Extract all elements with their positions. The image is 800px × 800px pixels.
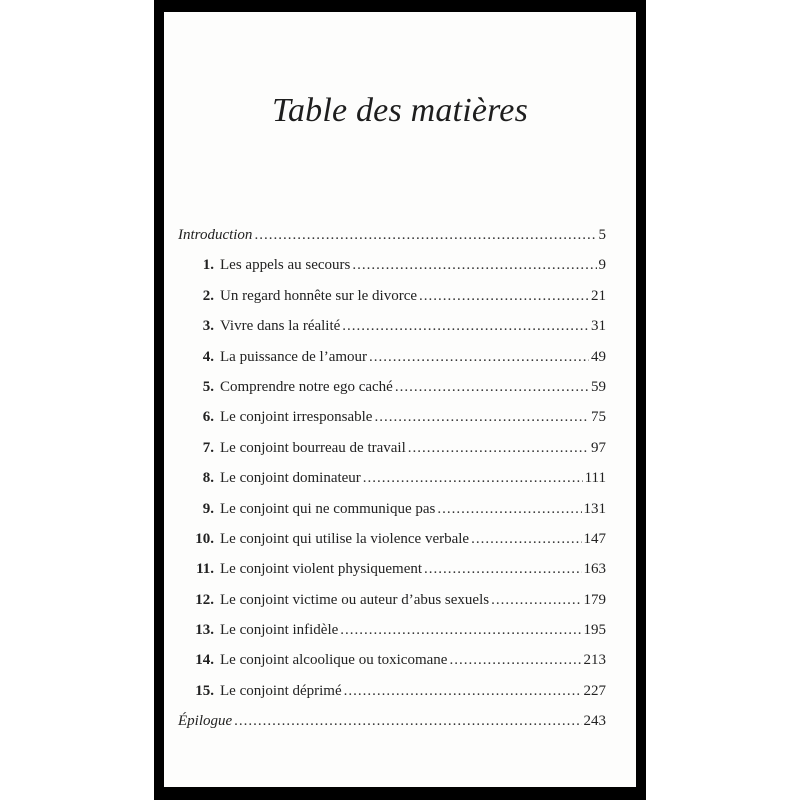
toc-list — [178, 220, 606, 737]
toc-entry-title: Introduction — [178, 227, 253, 243]
toc-entry-epilogue — [178, 706, 606, 736]
toc-entry-number: 2. — [202, 287, 214, 304]
dot-leader — [234, 706, 581, 736]
toc-entry-number: 10. — [195, 530, 214, 547]
toc-entry-number: 6. — [202, 409, 214, 426]
toc-entry-chapter-7 — [178, 433, 606, 463]
toc-entry-chapter-3 — [178, 311, 606, 341]
toc-entry-chapter-14 — [178, 645, 606, 675]
toc-entry-title: Le conjoint irresponsable — [220, 409, 373, 426]
toc-entry-page: 97 — [591, 439, 606, 456]
toc-entry-page: 163 — [583, 561, 606, 578]
toc-entry-number: 12. — [195, 591, 214, 608]
dot-leader — [449, 645, 581, 675]
toc-entry-page: 75 — [591, 409, 606, 426]
toc-entry-chapter-11 — [178, 554, 606, 584]
toc-entry-chapter-6 — [178, 402, 606, 432]
toc-entry-page: 147 — [583, 530, 606, 547]
dot-leader — [471, 524, 581, 554]
toc-entry-number: 4. — [202, 348, 214, 365]
toc-entry-page: 31 — [591, 318, 606, 335]
toc-entry-page: 49 — [591, 348, 606, 365]
dot-leader — [363, 463, 583, 493]
toc-entry-page: 9 — [598, 257, 606, 274]
toc-entry-title: Épilogue — [178, 713, 233, 730]
toc-entry-number: 11. — [196, 561, 214, 578]
toc-entry-number: 14. — [195, 652, 214, 669]
toc-entry-chapter-10 — [178, 524, 606, 554]
toc-entry-page: 243 — [583, 713, 606, 730]
dot-leader — [408, 433, 589, 463]
toc-entry-chapter-2 — [178, 281, 606, 311]
page-title: Table des matières — [271, 92, 529, 129]
toc-entry-number: 3. — [202, 318, 214, 335]
toc-entry-chapter-8 — [178, 463, 606, 493]
toc-entry-chapter-9 — [178, 494, 606, 524]
toc-entry-title: Le conjoint qui utilise la violence verbale — [220, 530, 470, 547]
toc-entry-number: 13. — [195, 622, 214, 639]
toc-entry-number: 8. — [202, 470, 214, 487]
dot-leader — [342, 311, 589, 341]
toc-entry-title: Le conjoint qui ne communique pas — [220, 500, 436, 517]
toc-entry-title: Le conjoint dominateur — [220, 470, 361, 487]
toc-entry-title: Le conjoint bourreau de travail — [220, 439, 406, 456]
dot-leader — [340, 615, 581, 645]
toc-entry-page: 5 — [598, 227, 606, 243]
toc-entry-title: Le conjoint violent physiquement — [220, 561, 423, 578]
toc-entry-page: 111 — [584, 470, 606, 487]
dot-leader — [374, 402, 589, 432]
dot-leader — [491, 585, 581, 615]
toc-entry-title: Le conjoint alcoolique ou toxicomane — [220, 652, 448, 669]
toc-entry-title: Les appels au secours — [220, 257, 351, 274]
toc-entry-page: 21 — [591, 287, 606, 304]
toc-entry-number: 7. — [202, 439, 214, 456]
toc-entry-chapter-5 — [178, 372, 606, 402]
book-page — [164, 12, 636, 787]
toc-entry-title: Un regard honnête sur le divorce — [220, 287, 418, 304]
toc-entry-introduction — [178, 220, 606, 250]
dot-leader — [344, 676, 582, 706]
dot-leader — [424, 554, 581, 584]
toc-entry-page: 213 — [583, 652, 606, 669]
toc-entry-title: Le conjoint déprimé — [220, 682, 342, 699]
toc-entry-page: 131 — [583, 500, 606, 517]
toc-entry-title: Vivre dans la réalité — [220, 318, 341, 335]
toc-entry-title: Comprendre notre ego caché — [220, 378, 393, 395]
toc-entry-page: 195 — [583, 622, 606, 639]
toc-entry-chapter-1 — [178, 250, 606, 280]
dot-leader — [395, 372, 589, 402]
dot-leader — [419, 281, 589, 311]
toc-entry-chapter-12 — [178, 585, 606, 615]
dot-leader — [369, 342, 589, 372]
toc-entry-title: Le conjoint victime ou auteur d’abus sexuels — [220, 591, 490, 608]
toc-entry-chapter-4 — [178, 342, 606, 372]
toc-entry-title: Le conjoint infidèle — [220, 622, 339, 639]
toc-entry-chapter-13 — [178, 615, 606, 645]
dot-leader — [437, 494, 581, 524]
toc-entry-page: 59 — [591, 378, 606, 395]
toc-entry-page: 179 — [583, 591, 606, 608]
dot-leader — [254, 220, 596, 250]
toc-entry-page: 227 — [583, 682, 606, 699]
toc-entry-number: 9. — [202, 500, 214, 517]
toc-entry-title: La puissance de l’amour — [220, 348, 368, 365]
dot-leader — [352, 250, 596, 280]
toc-entry-number: 1. — [202, 257, 214, 274]
toc-entry-number: 5. — [202, 378, 214, 395]
toc-entry-chapter-15 — [178, 676, 606, 706]
toc-entry-number: 15. — [195, 682, 214, 699]
